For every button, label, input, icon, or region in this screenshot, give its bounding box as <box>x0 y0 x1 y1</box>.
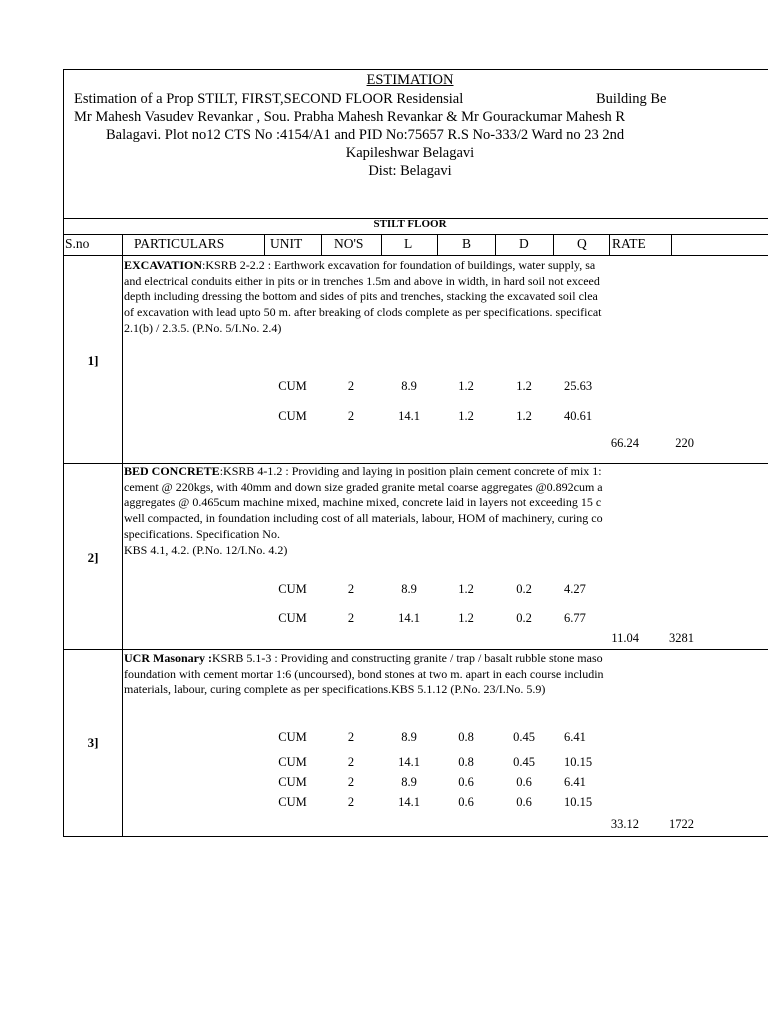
cell-l: 14.1 <box>398 611 420 625</box>
header-line1-right: Building Be <box>596 91 667 107</box>
item-description: UCR Masonary :KSRB 5.1-3 : Providing and constructing granite / trap / basalt rubble stone maso foundation with cement mortar 1:6 (uncoursed), bond stones at two m. apart in each course includin materials, labour, curing complete as per specifications.KBS 5.1.12 (P.No. 23/I.No. 5.9) <box>124 651 604 697</box>
cell-b: 1.2 <box>458 379 474 393</box>
cell-d: 0.6 <box>516 795 532 809</box>
cell-unit: CUM <box>278 730 307 744</box>
cell-unit: CUM <box>278 582 307 596</box>
header-line4: Kapileshwar Belagavi <box>345 145 475 161</box>
cell-nos: 2 <box>347 795 355 809</box>
cell-b: 0.8 <box>458 730 474 744</box>
cell-unit: CUM <box>278 409 307 423</box>
item-description: BED CONCRETE:KSRB 4-1.2 : Providing and laying in position plain cement concrete of mix 1: cement @ 220kgs, with 40mm and down size graded granite metal coarse aggregates @0.892cum a aggregates @ 0.465cum machine mixed, machine mixed, concrete laid in layers not exceeding 15 c well compacted, in foundation including cost of all materials, labour, HOM of machinery, curing co specifications. Specification No. KBS 4.1, 4.2. (P.No. 12/I.No. 4.2) <box>124 464 603 557</box>
item-total: 11.04 <box>611 631 639 645</box>
cell-d: 0.2 <box>516 582 532 596</box>
item-sno: 3] <box>87 735 99 750</box>
col-particulars: PARTICULARS <box>134 236 225 251</box>
col-d: D <box>519 236 529 251</box>
cell-nos: 2 <box>347 409 355 423</box>
cell-unit: CUM <box>278 795 307 809</box>
cell-d: 1.2 <box>516 409 532 423</box>
cell-unit: CUM <box>278 755 307 769</box>
item-title: BED CONCRETE <box>124 464 220 478</box>
header-line5: Dist: Belagavi <box>368 163 452 179</box>
cell-q: 6.41 <box>564 730 586 744</box>
cell-nos: 2 <box>347 582 355 596</box>
header-line1-left: Estimation of a Prop STILT, FIRST,SECOND FLOOR Residensial <box>74 91 464 107</box>
header-line3: Balagavi. Plot no12 CTS No :4154/A1 and PID No:75657 R.S No-333/2 Ward no 23 2nd <box>106 127 625 143</box>
cell-b: 1.2 <box>458 582 474 596</box>
cell-q: 10.15 <box>564 755 593 769</box>
item-title: EXCAVATION <box>124 258 203 272</box>
header-line2: Mr Mahesh Vasudev Revankar , Sou. Prabha Mahesh Revankar & Mr Gourackumar Mahesh R <box>74 109 626 125</box>
item-description: EXCAVATION:KSRB 2-2.2 : Earthwork excavation for foundation of buildings, water supply, sa and electrical conduits either in pits or in trenches 1.5m and above in width, in hard soil not exceed depth including dressing the bottom and sides of pits and trenches, stacking the excavated soil clea of excavation with lead upto 50 m. after breaking of clods complete as per specifications. specificat 2.1(b) / 2.3.5. (P.No. 5/I.No. 2.4) <box>124 258 602 335</box>
item-sno: 2] <box>87 550 99 565</box>
item-rate: 1722 <box>669 817 694 831</box>
cell-nos: 2 <box>347 775 355 789</box>
cell-l: 8.9 <box>401 775 417 789</box>
cell-unit: CUM <box>278 611 307 625</box>
cell-unit: CUM <box>278 379 307 393</box>
cell-q: 10.15 <box>564 795 593 809</box>
cell-d: 0.45 <box>513 730 535 744</box>
cell-nos: 2 <box>347 730 355 744</box>
cell-b: 1.2 <box>458 611 474 625</box>
col-q: Q <box>577 236 587 251</box>
document-title: ESTIMATION <box>366 72 454 88</box>
cell-d: 0.45 <box>513 755 535 769</box>
cell-q: 25.63 <box>564 379 593 393</box>
cell-d: 0.2 <box>516 611 532 625</box>
estimation-sheet <box>63 69 768 837</box>
cell-b: 1.2 <box>458 409 474 423</box>
section-title: STILT FLOOR <box>373 218 447 230</box>
item-total: 66.24 <box>610 436 639 450</box>
cell-d: 0.6 <box>516 775 532 789</box>
item-title: UCR Masonary : <box>124 651 212 665</box>
cell-b: 0.8 <box>458 755 474 769</box>
cell-d: 1.2 <box>516 379 532 393</box>
cell-l: 14.1 <box>398 409 420 423</box>
item-total: 33.12 <box>610 817 639 831</box>
col-rate: RATE <box>612 236 646 251</box>
item-sno: 1] <box>87 353 99 368</box>
cell-b: 0.6 <box>458 795 474 809</box>
cell-q: 6.41 <box>564 775 586 789</box>
cell-l: 8.9 <box>401 582 417 596</box>
col-sno: S.no <box>65 236 90 251</box>
cell-l: 14.1 <box>398 755 420 769</box>
cell-q: 6.77 <box>564 611 586 625</box>
cell-nos: 2 <box>347 755 355 769</box>
col-nos: NO'S <box>334 236 364 251</box>
cell-l: 14.1 <box>398 795 420 809</box>
item-rate: 3281 <box>669 631 694 645</box>
cell-q: 40.61 <box>564 409 593 423</box>
cell-q: 4.27 <box>564 582 586 596</box>
col-b: B <box>462 236 472 251</box>
cell-l: 8.9 <box>401 730 417 744</box>
col-unit: UNIT <box>270 236 303 251</box>
cell-nos: 2 <box>347 379 355 393</box>
cell-unit: CUM <box>278 775 307 789</box>
item-rate: 220 <box>675 436 694 450</box>
cell-nos: 2 <box>347 611 355 625</box>
col-l: L <box>404 236 413 251</box>
cell-l: 8.9 <box>401 379 417 393</box>
cell-b: 0.6 <box>458 775 474 789</box>
